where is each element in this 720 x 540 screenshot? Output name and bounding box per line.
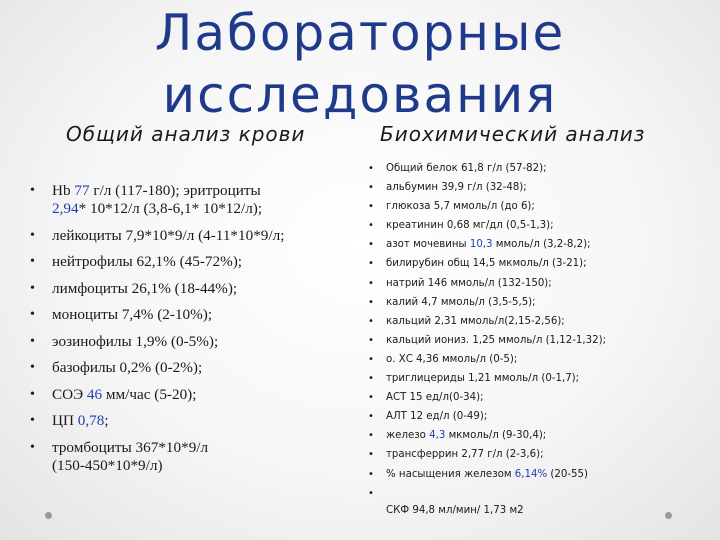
list-item: • билирубин общ 14,5 мкмоль/л (3-21); [368, 258, 587, 270]
decor-dot-icon [45, 512, 52, 519]
bullet-icon: • [30, 254, 35, 269]
list-item: • Hb 77 г/л (117-180); эритроциты 2,94* 10*12/л (3,8-6,1* 10*12/л); [30, 182, 263, 217]
list-item: • базофилы 0,2% (0-2%); [30, 359, 203, 376]
bullet-icon: • [368, 163, 374, 174]
list-item: • моноциты 7,4% (2-10%); [30, 306, 213, 323]
list-item: • тромбоциты 367*10*9/л (150-450*10*9/л) [30, 438, 209, 474]
bullet-icon: • [368, 277, 374, 289]
list-item: • калий 4,7 ммоль/л (3,5-5,5); [368, 296, 536, 308]
bullet-icon: • [368, 373, 374, 385]
bullet-icon: • [30, 280, 35, 296]
slide-title [0, 2, 720, 126]
bullet-icon: • [30, 413, 35, 428]
list-item: • азот мочевины 10,3 ммоль/л (3,2-8,2); [368, 239, 591, 251]
list-item: • железо 4,3 мкмоль/л (9-30,4); [368, 430, 547, 442]
list-item: • креатинин 0,68 мг/дл (0,5-1,3); [368, 220, 554, 232]
list-item: • о. ХС 4,36 ммоль/л (0-5); [368, 353, 518, 365]
decor-dot-icon [665, 512, 672, 519]
title-line-2: исследования [162, 66, 558, 124]
bullet-icon: • [368, 296, 374, 308]
bullet-icon: • [368, 201, 374, 213]
list-item: • альбумин 39,9 г/л (32-48); [368, 182, 527, 194]
list-item: • СОЭ 46 мм/час (5-20); [30, 385, 197, 403]
list-item: • натрий 146 ммоль/л (132-150); [368, 277, 552, 289]
gfr-line: СКФ 94,8 мл/мин/ 1,73 м2 [386, 505, 524, 516]
bullet-icon: • [368, 392, 374, 404]
list-item: • трансферрин 2,77 г/л (2-3,6); [368, 449, 544, 461]
bullet-icon: • [368, 430, 374, 442]
list-item: • глюкоза 5,7 ммоль/л (до 6); [368, 201, 535, 213]
bullet-icon: • [30, 386, 35, 402]
list-item: • нейтрофилы 62,1% (45-72%); [30, 253, 242, 270]
bullet-icon: • [368, 220, 374, 232]
list-item: • ЦП 0,78; [30, 412, 109, 429]
bullet-icon: • [368, 411, 374, 423]
bullet-icon: • [30, 439, 35, 455]
bullet-icon: • [30, 183, 35, 198]
list-item: • % насыщения железом 6,14% (20-55) [368, 468, 588, 480]
bullet-icon: • [368, 315, 374, 327]
list-item: • лимфоциты 26,1% (18-44%); [30, 279, 238, 297]
list-item: • кальций иониз. 1,25 ммоль/л (1,12-1,32); [368, 334, 607, 346]
biochemistry-list [368, 162, 708, 499]
bullet-icon: • [368, 487, 374, 499]
list-item: • триглицериды 1,21 ммоль/л (0-1,7); [368, 373, 580, 385]
bullet-icon: • [368, 449, 374, 461]
left-heading: Общий анализ крови [66, 122, 306, 146]
blood-test-list [30, 182, 360, 483]
right-heading: Биохимический анализ [380, 122, 646, 146]
bullet-icon: • [368, 239, 374, 251]
bullet-icon: • [368, 334, 374, 346]
list-item: • кальций 2,31 ммоль/л(2,15-2,56); [368, 315, 565, 327]
list-item: • лейкоциты 7,9*10*9/л (4-11*10*9/л; [30, 226, 285, 244]
bullet-icon: • [368, 468, 374, 480]
list-item: • АСТ 15 ед/л(0-34); [368, 392, 484, 404]
list-item: • эозинофилы 1,9% (0-5%); [30, 332, 219, 350]
bullet-icon: • [368, 182, 374, 194]
bullet-icon: • [30, 227, 35, 243]
bullet-icon: • [30, 360, 35, 375]
list-item: • Общий белок 61,8 г/л (57-82); [368, 163, 547, 174]
bullet-icon: • [30, 307, 35, 322]
bullet-icon: • [30, 333, 35, 349]
list-item: • АЛТ 12 ед/л (0-49); [368, 411, 488, 423]
bullet-icon: • [368, 258, 374, 270]
bullet-icon: • [368, 353, 374, 365]
title-line-1: Лабораторные [154, 4, 566, 62]
